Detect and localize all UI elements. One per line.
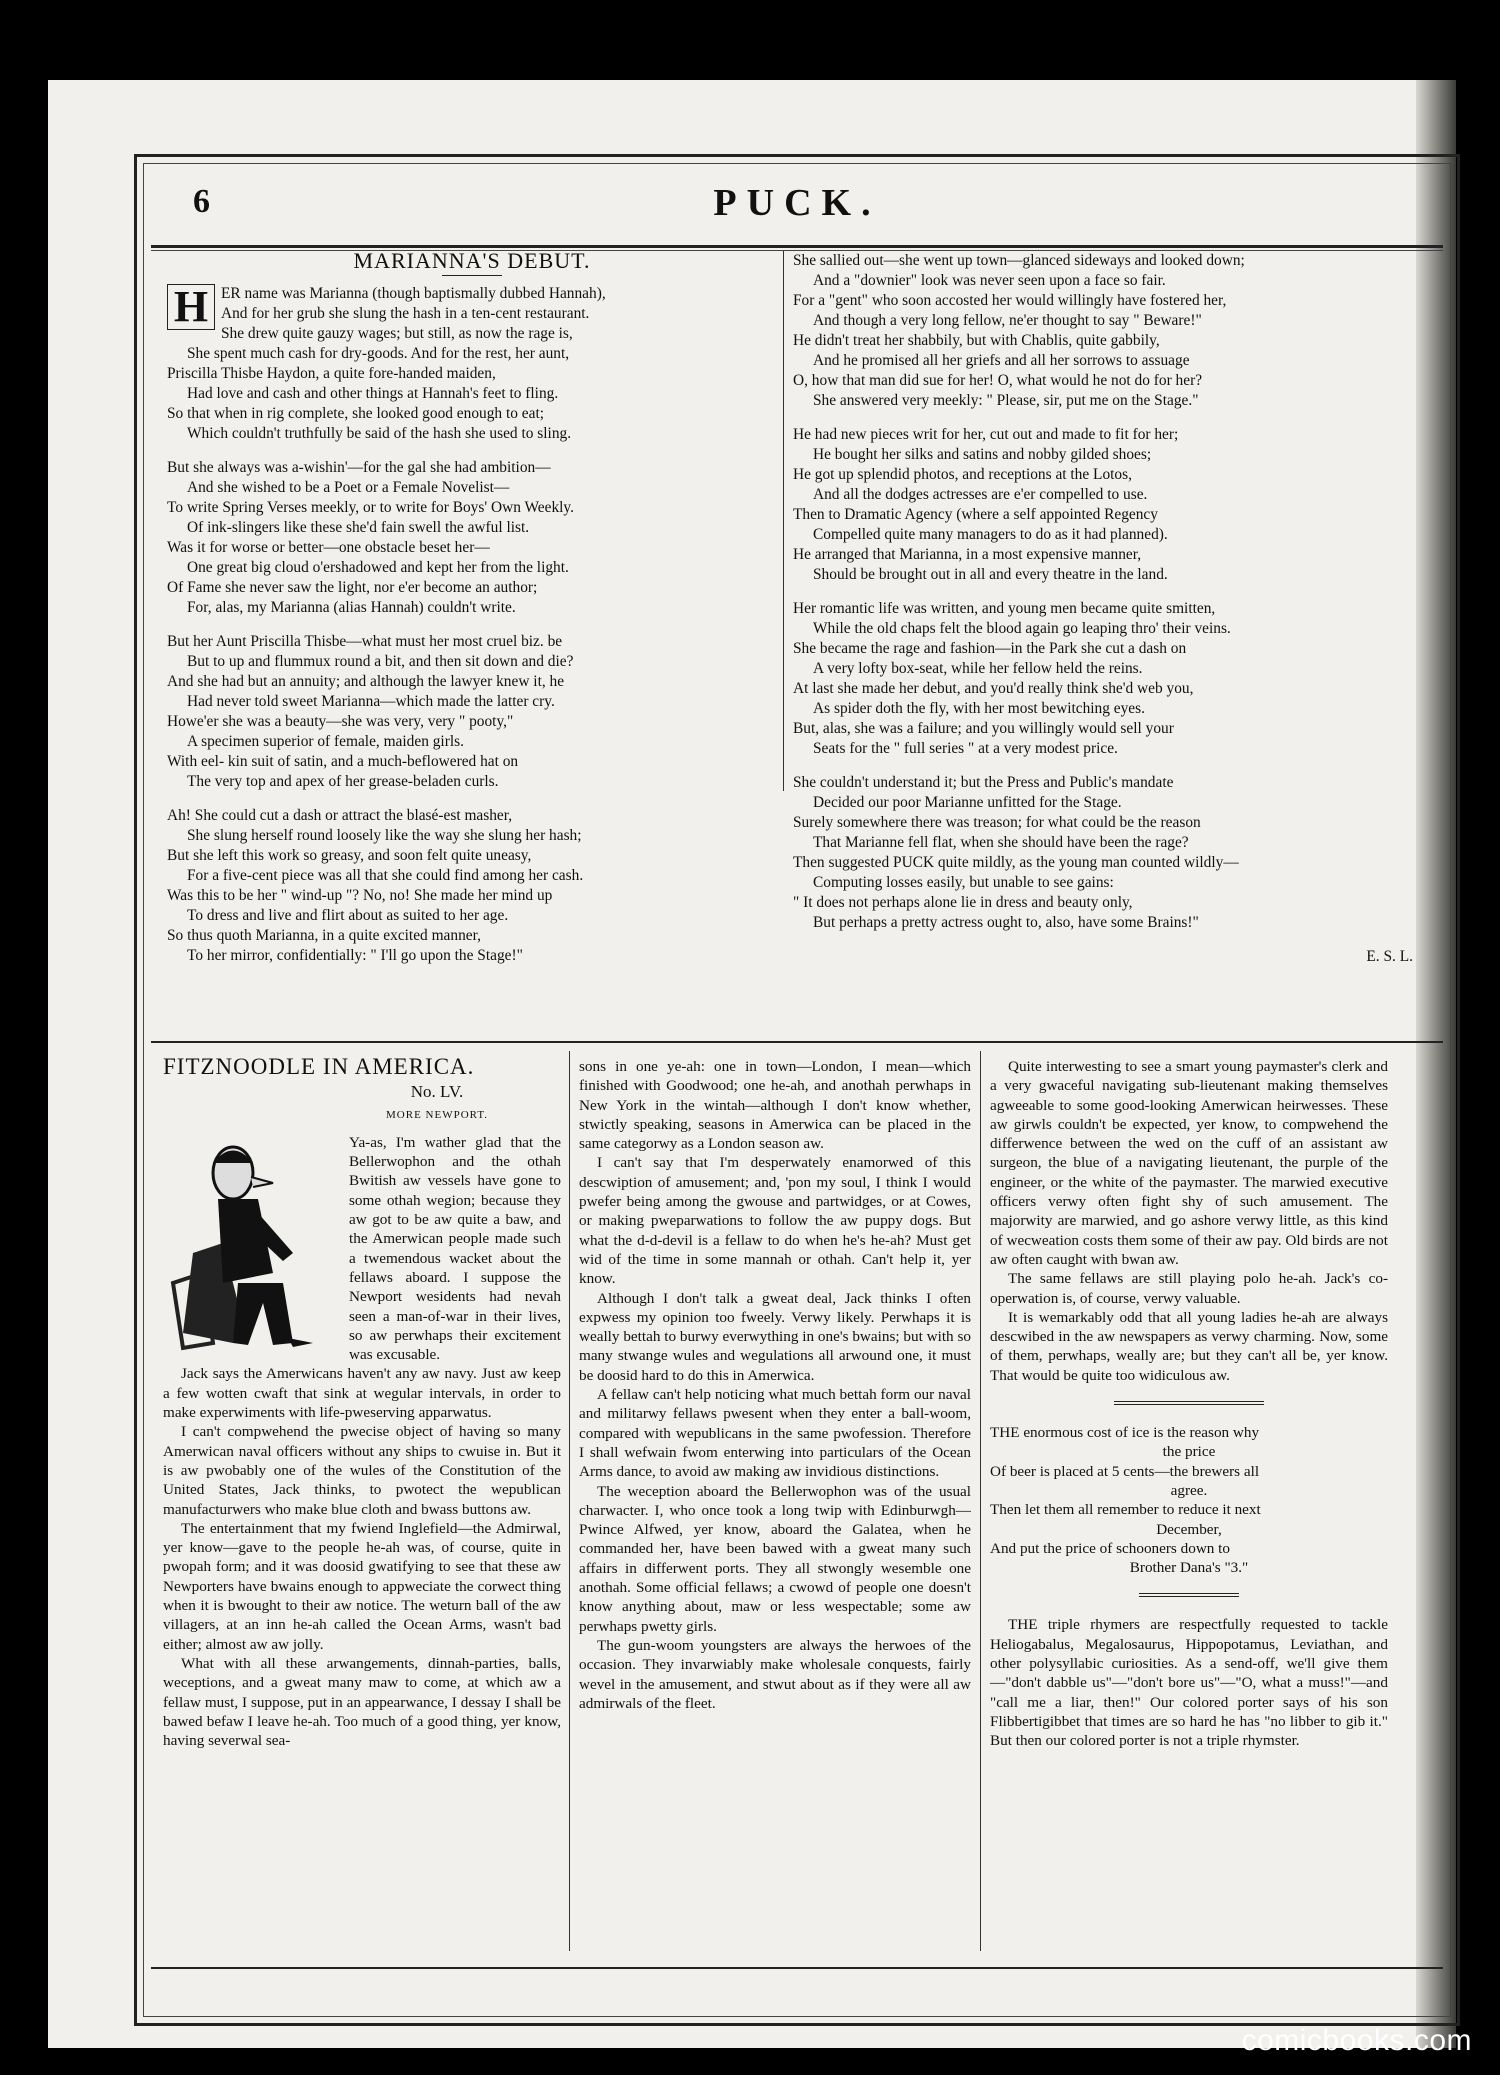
masthead-title: PUCK.	[713, 182, 881, 224]
poem-line: To write Spring Verses meekly, or to write for Boys' Own Weekly.	[167, 499, 574, 516]
poem-line: For a five-cent piece was all that she could find among her cash.	[187, 867, 584, 884]
poem-line: And he promised all her griefs and all her sorrows to assuage	[813, 352, 1190, 369]
article-paragraph: I can't compwehend the pwecise object of having so many Amerwican naval officers without any ships to cwuise in. But it is aw pwobably one of the wules of the Constitution of the United States, Jack thinks, to pwotect the wepublican manufacturwers who make blue cloth and bwass buttons aw.	[163, 1423, 561, 1518]
article-paragraph: A fellaw can't help noticing what much bettah form our naval and militarwy fellaws pwesent when they enter a ball-woom, compared with wepublicans in the same pwofession. Therefore I shall wefwain fwom enterwing into particulars of the Ocean Arms dance, to avoid aw making aw invidious distinctions.	[579, 1386, 971, 1481]
article-title: FITZNOODLE IN AMERICA.	[163, 1054, 475, 1079]
poem-line: He got up splendid photos, and receptions at the Lotos,	[793, 466, 1132, 483]
poem-line: So thus quoth Marianna, in a quite excited manner,	[167, 927, 481, 944]
verse-line: December,	[1156, 1520, 1222, 1538]
poem-line: He had new pieces writ for her, cut out and made to fit for her;	[793, 426, 1179, 443]
article-column-2	[579, 1057, 971, 1713]
article-paragraph: Although I don't talk a gweat deal, Jack thinks I often expwess my opinion too fweely. Verwy likely. Perwhaps it is weally bettah to burwy everwything in one's bwains; but with so many stwange wules and wegulations all arwound one, it must be doosid hard to do this in Amerwica.	[579, 1289, 971, 1384]
page-header	[137, 177, 1457, 233]
poem-line: Ah! She could cut a dash or attract the blasé-est masher,	[167, 807, 513, 824]
poem-stanza	[793, 599, 1423, 759]
poem-line: That Marianne fell flat, when she should have been the rage?	[813, 834, 1189, 851]
poem-line: With eel- kin suit of satin, and a much-beflowered hat on	[167, 753, 519, 770]
poem-line: She slung herself round loosely like the way she slung her hash;	[187, 827, 582, 844]
poem-line: Priscilla Thisbe Haydon, a quite fore-handed maiden,	[167, 365, 496, 382]
verse-line: And put the price of schooners down to	[990, 1539, 1230, 1557]
section-divider	[151, 1041, 1443, 1043]
page-number: 6	[193, 183, 210, 220]
title-rule	[442, 275, 502, 276]
poem-line: And for her grub she slung the hash in a ten-cent restaurant.	[221, 305, 590, 322]
poem-line: Seats for the " full series " at a very modest price.	[813, 740, 1118, 757]
article-paragraph: The entertainment that my fwiend Inglefield—the Admirwal, yer know—gave to the people he-ah was, of course, quite in pwopah form; and it was doosid gwatifying to see that these aw Newporters have bwains enough to appweciate the corwect thing when it is bwought to their aw notice. The weturn ball of the aw villagers, at an inn he-ah called the Ocean Arms, wasn't bad either; almost aw aw jolly.	[163, 1519, 561, 1653]
poem-title: MARIANNA'S DEBUT.	[353, 248, 591, 273]
poem-line: And a "downier" look was never seen upon a face so fair.	[813, 272, 1166, 289]
watermark-text: comicbooks.com	[1241, 2024, 1472, 2057]
triple-rhymers-paragraph: THE triple rhymers are respectfully requested to tackle Heliogabalus, Megalosaurus, Hippopotamus, Leviathan, and other polysyllabic curiosities. As a send-off, we'll give them—"don't dabble us"—"don't bore us"—"O, what a muss!"—and "call me a liar, then!" Our colored porter says of his son Flibbertigibbet that times are so hard he has "no libber to gib it." But then our colored porter is not a triple rhymster.	[990, 1616, 1388, 1750]
verse-line: Then let them all remember to reduce it next	[990, 1501, 1261, 1519]
poem-line: Was it for worse or better—one obstacle beset her—	[167, 539, 490, 556]
article-column-3	[990, 1057, 1388, 1751]
poem-line: As spider doth the fly, with her most bewitching eyes.	[813, 700, 1145, 717]
header-rule	[151, 245, 1443, 248]
verse-line: the price	[1162, 1443, 1216, 1461]
ornamental-separator	[1114, 1401, 1264, 1405]
poem-line: But perhaps a pretty actress ought to, also, have some Brains!"	[813, 914, 1199, 931]
page-frame	[134, 154, 1460, 2026]
poem-line: At last she made her debut, and you'd really think she'd web you,	[793, 680, 1194, 697]
poem-line: Howe'er she was a beauty—she was very, very " pooty,"	[167, 713, 514, 730]
poem-line: Then suggested PUCK quite mildly, as the young man counted wildly—	[793, 854, 1239, 871]
poem-line: Had love and cash and other things at Hannah's feet to fling.	[187, 385, 559, 402]
poem-line: She sallied out—she went up town—glanced sideways and looked down;	[793, 252, 1245, 269]
poem-line: Should be brought out in all and every theatre in the land.	[813, 566, 1168, 583]
ornamental-separator	[1139, 1593, 1239, 1597]
poem-line: She drew quite gauzy wages; but still, as now the rage is,	[221, 325, 573, 342]
poem-line: But, alas, she was a failure; and you willingly would sell your	[793, 720, 1174, 737]
poem-line: But to up and flummux round a bit, and then sit down and die?	[187, 653, 574, 670]
poem-line: She couldn't understand it; but the Press and Public's mandate	[793, 774, 1174, 791]
article-paragraph: It is wemarkably odd that all young ladies he-ah are always descwibed in the aw newspapers as verwy charming. Now, some of them, perwhaps, weally are; but they can't all be, yer know. That would be quite too widiculous aw.	[990, 1308, 1388, 1384]
poem-line: Computing losses easily, but unable to see gains:	[813, 874, 1114, 891]
poem-column-right	[793, 251, 1423, 967]
poem-stanza	[793, 251, 1423, 411]
article-paragraph: Quite interwesting to see a smart young paymaster's clerk and a very gwaceful navigating sub-lieutenant making themselves agweeable to some good-looking Amerwican heirwesses. These aw girwls couldn't be expected, yer know, to compwehend the differwence between the wed on the cuff of an assistant aw surgeon, the blue of a navigating lieutenant, the purple of the engineer, or the white of the paymaster. The marwied executive officers verwy often fight shy of such amusement. The majorwity are marwied, and go ashore verwy little, as this kind of wecweation costs them some of their aw pay. Old birds are not aw often caught with bwan aw.	[990, 1058, 1388, 1268]
article-paragraph: sons in one ye-ah: one in town—London, I mean—which finished with Goodwood; one he-ah, and anothah perwhaps in New York in the wintah—although I don't know whether, stwictly speaking, seasons in Amerwica can be placed in the same categorwy as a London season aw.	[579, 1058, 971, 1153]
poem-line: Surely somewhere there was treason; for what could be the reason	[793, 814, 1201, 831]
article-divider-1	[569, 1051, 570, 1951]
poem-line: To dress and live and flirt about as suited to her age.	[187, 907, 509, 924]
poem-signature: E. S. L.	[1366, 948, 1413, 965]
ice-verse	[990, 1423, 1388, 1577]
poem-line: And she wished to be a Poet or a Female Novelist—	[187, 479, 510, 496]
poem-line: But her Aunt Priscilla Thisbe—what must her most cruel biz. be	[167, 633, 563, 650]
poem-line: He arranged that Marianna, in a most expensive manner,	[793, 546, 1142, 563]
poem-line: And though a very long fellow, ne'er thought to say " Beware!"	[813, 312, 1202, 329]
poem-stanza	[793, 773, 1423, 933]
article-paragraph: The weception aboard the Bellerwophon was of the usual charwacter. I, who once took a long twip with Edinburwgh—Pwince Alfwed, yer know, aboard the Galatea, when he commanded her, have been bawed with a gweat many such affairs in differwent ports. They all stwongly wesemble one anothah. Some official fellaws; a cwowd of people one doesn't know anything about, maw or less wespectable; some aw perwhaps pwetty girls.	[579, 1482, 971, 1635]
poem-line: Of Fame she never saw the light, nor e'er become an author;	[167, 579, 538, 596]
poem-line: To her mirror, confidentially: " I'll go upon the Stage!"	[187, 947, 523, 964]
article-paragraph: Ya-as, I'm wather glad that the Bellerwophon and the othah Bwitish aw vessels have gone to some othah wegion; because they aw got to be aw quite a baw, and the Amerwican people made such a twemendous wacket about the fellaws aboard. I suppose the Newport wesidents had nevah seen a man-of-war in their lives, so aw perwhaps their excitement was excusable.	[349, 1133, 561, 1364]
article-paragraph: The gun-woom youngsters are always the herwoes of the occasion. They invarwiably make wholesale conquests, fairly wevel in the amusement, and stwut about as if they were all aw admirwals of the fleet.	[579, 1636, 971, 1712]
poem-stanza	[167, 632, 777, 792]
poem-line: She spent much cash for dry-goods. And for the rest, her aunt,	[187, 345, 570, 362]
verse-line: Brother Dana's "3."	[1129, 1559, 1249, 1577]
poem-line: O, how that man did sue for her! O, what would he not do for her?	[793, 372, 1203, 389]
article-column-1	[163, 1054, 561, 1750]
verse-line: THE enormous cost of ice is the reason why	[990, 1424, 1260, 1442]
poem-line: Her romantic life was written, and young men became quite smitten,	[793, 600, 1216, 617]
poem-line: While the old chaps felt the blood again go leaping thro' their veins.	[813, 620, 1231, 637]
poem-line: He bought her silks and satins and nobby gilded shoes;	[813, 446, 1152, 463]
verse-line: Of beer is placed at 5 cents—the brewers all	[990, 1462, 1260, 1480]
article-paragraph: The same fellaws are still playing polo he-ah. Jack's co-operwation is, of course, verwy valuable.	[990, 1270, 1388, 1307]
poem-line: Then to Dramatic Agency (where a self appointed Regency	[793, 506, 1158, 523]
poem-line: He didn't treat her shabbily, but with Chablis, quite gabbily,	[793, 332, 1160, 349]
seated-gentleman-illustration	[163, 1133, 341, 1351]
poem-line: Of ink-slingers like these she'd fain swell the awful list.	[187, 519, 530, 536]
poem-line: A specimen superior of female, maiden girls.	[187, 733, 464, 750]
bottom-rule	[151, 1967, 1443, 1969]
poem-line: Had never told sweet Marianna—which made the latter cry.	[187, 693, 555, 710]
poem-line: " It does not perhaps alone lie in dress and beauty only,	[793, 894, 1133, 911]
poem-line: For a "gent" who soon accosted her would willingly have fostered her,	[793, 292, 1227, 309]
poem-line: She answered very meekly: " Please, sir, put me on the Stage."	[813, 392, 1199, 409]
poem-line: The very top and apex of her grease-beladen curls.	[187, 773, 499, 790]
article-paragraph: What with all these arwangements, dinnah-parties, balls, weceptions, and a gweat many maw to come, at which aw a fellaw must, I suppose, put in an appearwance, I dessay I shall be bawed befaw I leave he-ah. Too much of a good thing, yer know, having severwal sea-	[163, 1654, 561, 1750]
verse-line: agree.	[1170, 1481, 1208, 1499]
poem-stanza	[167, 284, 777, 444]
poem-line: Decided our poor Marianne unfitted for the Stage.	[813, 794, 1122, 811]
poem-column-divider	[783, 251, 784, 791]
drop-cap-letter: H	[167, 284, 215, 330]
poem-line: ER name was Marianna (though baptismally dubbed Hannah),	[221, 285, 606, 302]
article-subtitle: MORE NEWPORT.	[386, 1108, 488, 1121]
poem-line: Compelled quite many managers to do as it had planned).	[813, 526, 1168, 543]
magazine-page	[48, 80, 1456, 2048]
poem-line: But she left this work so greasy, and soon felt quite uneasy,	[167, 847, 532, 864]
poem-line: And all the dodges actresses are e'er compelled to use.	[813, 486, 1148, 503]
article-number: No. LV.	[410, 1082, 464, 1102]
poem-stanza	[793, 425, 1423, 585]
poem-line: One great big cloud o'ershadowed and kept her from the light.	[187, 559, 569, 576]
poem-stanza	[167, 806, 777, 966]
poem-stanza	[167, 458, 777, 618]
article-paragraph: I can't say that I'm desperwately enamorwed of this descwiption of amusement; and, 'pon my soul, I think I would pwefer being among the gwouse and partwidges, or at Cowes, or making pweparwations to follow the aw puppy dogs. But what the d-d-devil is a fellaw to do when he's he-ah? Must get wid of the time in some mannah or othah. Can't help it, yer know.	[579, 1154, 971, 1288]
poem-line: Was this to be her " wind-up "? No, no! She made her mind up	[167, 887, 553, 904]
poem-line: A very lofty box-seat, while her fellow held the reins.	[813, 660, 1143, 677]
poem-line: And she had but an annuity; and although the lawyer knew it, he	[167, 673, 565, 690]
article-paragraph: Jack says the Amerwicans haven't any aw navy. Just aw keep a few wotten cwaft that sink at wegular intervals, in order to make experwiments with life-pweserving apparwatus.	[163, 1365, 561, 1422]
poem-line: Which couldn't truthfully be said of the hash she used to sling.	[187, 425, 572, 442]
poem-column-left	[167, 248, 777, 980]
article-divider-2	[980, 1051, 981, 1951]
poem-line: She became the rage and fashion—in the Park she cut a dash on	[793, 640, 1187, 657]
poem-line: For, alas, my Marianna (alias Hannah) couldn't write.	[187, 599, 516, 616]
poem-line: So that when in rig complete, she looked good enough to eat;	[167, 405, 544, 422]
poem-line: But she always was a-wishin'—for the gal she had ambition—	[167, 459, 551, 476]
